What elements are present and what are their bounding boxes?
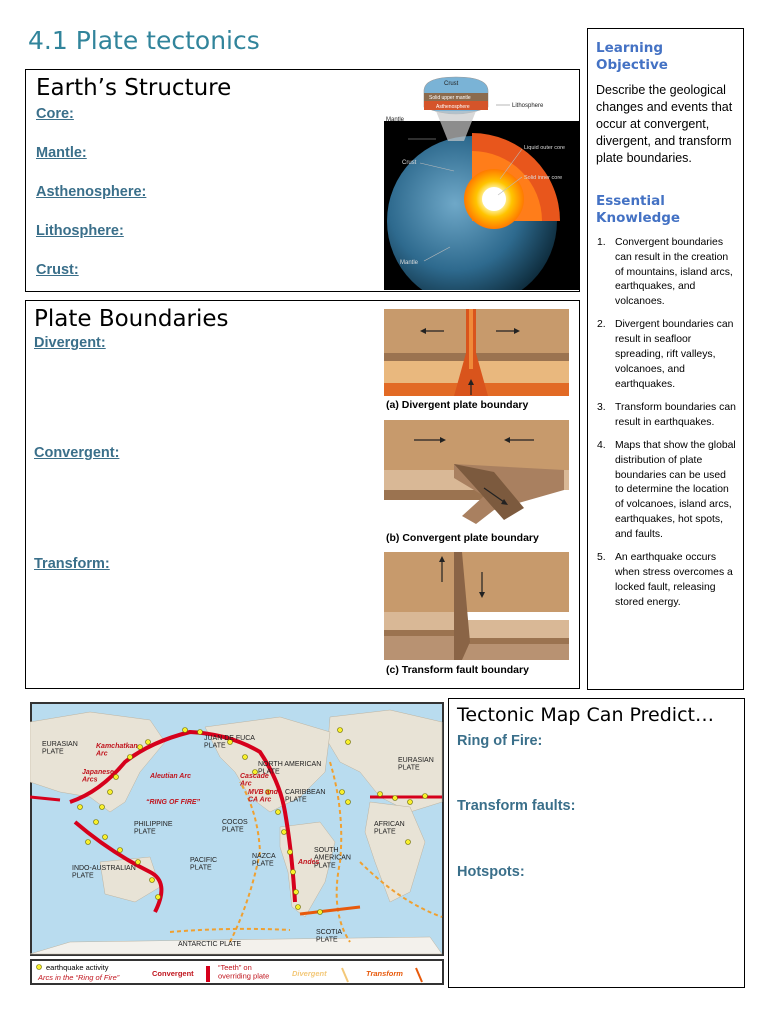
map-label-cocos: COCOS PLATE bbox=[222, 819, 248, 834]
transform-diagram bbox=[384, 552, 569, 660]
map-label-andes: Andes bbox=[298, 859, 320, 866]
caption-transform: (c) Transform fault boundary bbox=[386, 664, 529, 676]
legend-teeth: “Teeth” on overriding plate bbox=[218, 963, 270, 981]
label-crust-top: Crust bbox=[444, 81, 459, 87]
map-label-cascade: Cascade Arc bbox=[240, 773, 269, 788]
label-asthenosphere-img: Asthenosphere bbox=[436, 104, 470, 110]
map-label-south-american: SOUTH AMERICAN PLATE bbox=[314, 847, 351, 870]
term-divergent: Divergent: bbox=[34, 335, 106, 351]
map-label-juan-de-fuca: JUAN DE FUCA PLATE bbox=[204, 735, 255, 750]
predict-box bbox=[448, 698, 745, 988]
tectonic-map bbox=[30, 702, 444, 986]
predict-title: Tectonic Map Can Predict… bbox=[457, 704, 714, 726]
legend-transform: Transform bbox=[366, 969, 403, 978]
legend-divergent: Divergent bbox=[292, 969, 327, 978]
list-item: 5. An earthquake occurs when stress overcomes a locked fault, releasing stored energy. bbox=[597, 552, 733, 608]
map-label-eurasian-left: EURASIAN PLATE bbox=[42, 741, 78, 756]
list-item: 4. Maps that show the global distribution of plate boundaries can be used to determine the location of volcanoes, island arcs, earthquakes, hot spots, and faults. bbox=[597, 440, 736, 540]
term-transform: Transform: bbox=[34, 556, 110, 572]
term-hotspots: Hotspots: bbox=[457, 864, 525, 880]
map-label-african: AFRICAN PLATE bbox=[374, 821, 405, 836]
map-label-ring-of-fire: “RING OF FIRE” bbox=[146, 799, 201, 806]
map-label-eurasian-right: EURASIAN PLATE bbox=[398, 757, 434, 772]
map-label-north-american: NORTH AMERICAN PLATE bbox=[258, 761, 322, 776]
label-liquid-outer-core: Liquid outer core bbox=[524, 145, 565, 151]
legend-convergent: Convergent bbox=[152, 969, 194, 978]
term-convergent: Convergent: bbox=[34, 445, 120, 461]
legend-arcs: Arcs in the “Ring of Fire” bbox=[38, 973, 120, 982]
label-crust-left: Crust bbox=[402, 160, 417, 166]
list-item: 2. Divergent boundaries can result in seafloor spreading, rift valleys, volcanoes, and earthquakes. bbox=[597, 319, 734, 390]
list-item: 3. Transform boundaries can result in earthquakes. bbox=[597, 401, 736, 428]
map-label-caribbean: CARIBBEAN PLATE bbox=[285, 789, 326, 804]
term-transform-faults: Transform faults: bbox=[457, 798, 576, 814]
page-title: 4.1 Plate tectonics bbox=[28, 26, 260, 55]
map-label-scotia: SCOTIA PLATE bbox=[316, 929, 343, 944]
label-solid-inner-core: Solid inner core bbox=[524, 175, 563, 181]
learning-objective-text: Describe the geological changes and events that occur at convergent, divergent, and transform plate boundaries. bbox=[596, 83, 733, 165]
caption-divergent: (a) Divergent plate boundary bbox=[386, 399, 529, 411]
essential-knowledge-list bbox=[597, 236, 737, 619]
earth-structure-title: Earth’s Structure bbox=[36, 75, 232, 101]
caption-convergent: (b) Convergent plate boundary bbox=[386, 532, 539, 544]
map-label-aleutian: Aleutian Arc bbox=[150, 773, 191, 780]
map-label-kamchatkan: Kamchatkan Arc bbox=[96, 743, 138, 758]
divergent-diagram bbox=[384, 309, 569, 396]
map-label-philippine: PHILIPPINE PLATE bbox=[134, 821, 173, 836]
term-mantle: Mantle: bbox=[36, 145, 87, 161]
label-solid-upper-mantle: Solid upper mantle bbox=[429, 95, 471, 101]
map-label-pacific: PACIFIC PLATE bbox=[190, 857, 218, 872]
learning-objective-heading: Learning Objective bbox=[596, 40, 668, 73]
essential-knowledge-heading: Essential Knowledge bbox=[596, 193, 681, 226]
term-asthenosphere: Asthenosphere: bbox=[36, 184, 147, 200]
label-mantle-bottom: Mantle bbox=[400, 260, 419, 266]
map-label-antarctic: ANTARCTIC PLATE bbox=[178, 941, 242, 948]
label-lithosphere-img: Lithosphere bbox=[512, 103, 544, 109]
plate-boundaries-title: Plate Boundaries bbox=[34, 306, 229, 332]
map-label-indo-australian: INDO-AUSTRALIAN PLATE bbox=[72, 865, 136, 880]
term-lithosphere: Lithosphere: bbox=[36, 223, 124, 239]
term-ring-of-fire: Ring of Fire: bbox=[457, 733, 543, 749]
map-label-nazca: NAZCA PLATE bbox=[252, 853, 276, 868]
convergent-diagram bbox=[384, 420, 569, 525]
term-core: Core: bbox=[36, 106, 74, 122]
label-mantle-left: Mantle bbox=[386, 117, 405, 123]
term-crust: Crust: bbox=[36, 262, 79, 278]
sidebar-box bbox=[587, 28, 744, 690]
map-label-japanese-arcs: Japanese Arcs bbox=[82, 769, 114, 784]
legend-earthquake: earthquake activity bbox=[46, 963, 109, 972]
map-label-mvb: MVB and CA Arc bbox=[248, 789, 278, 804]
earth-layers-image bbox=[384, 71, 579, 290]
list-item: 1. Convergent boundaries can result in the creation of mountains, island arcs, earthquakes, and volcanoes. bbox=[597, 237, 733, 308]
